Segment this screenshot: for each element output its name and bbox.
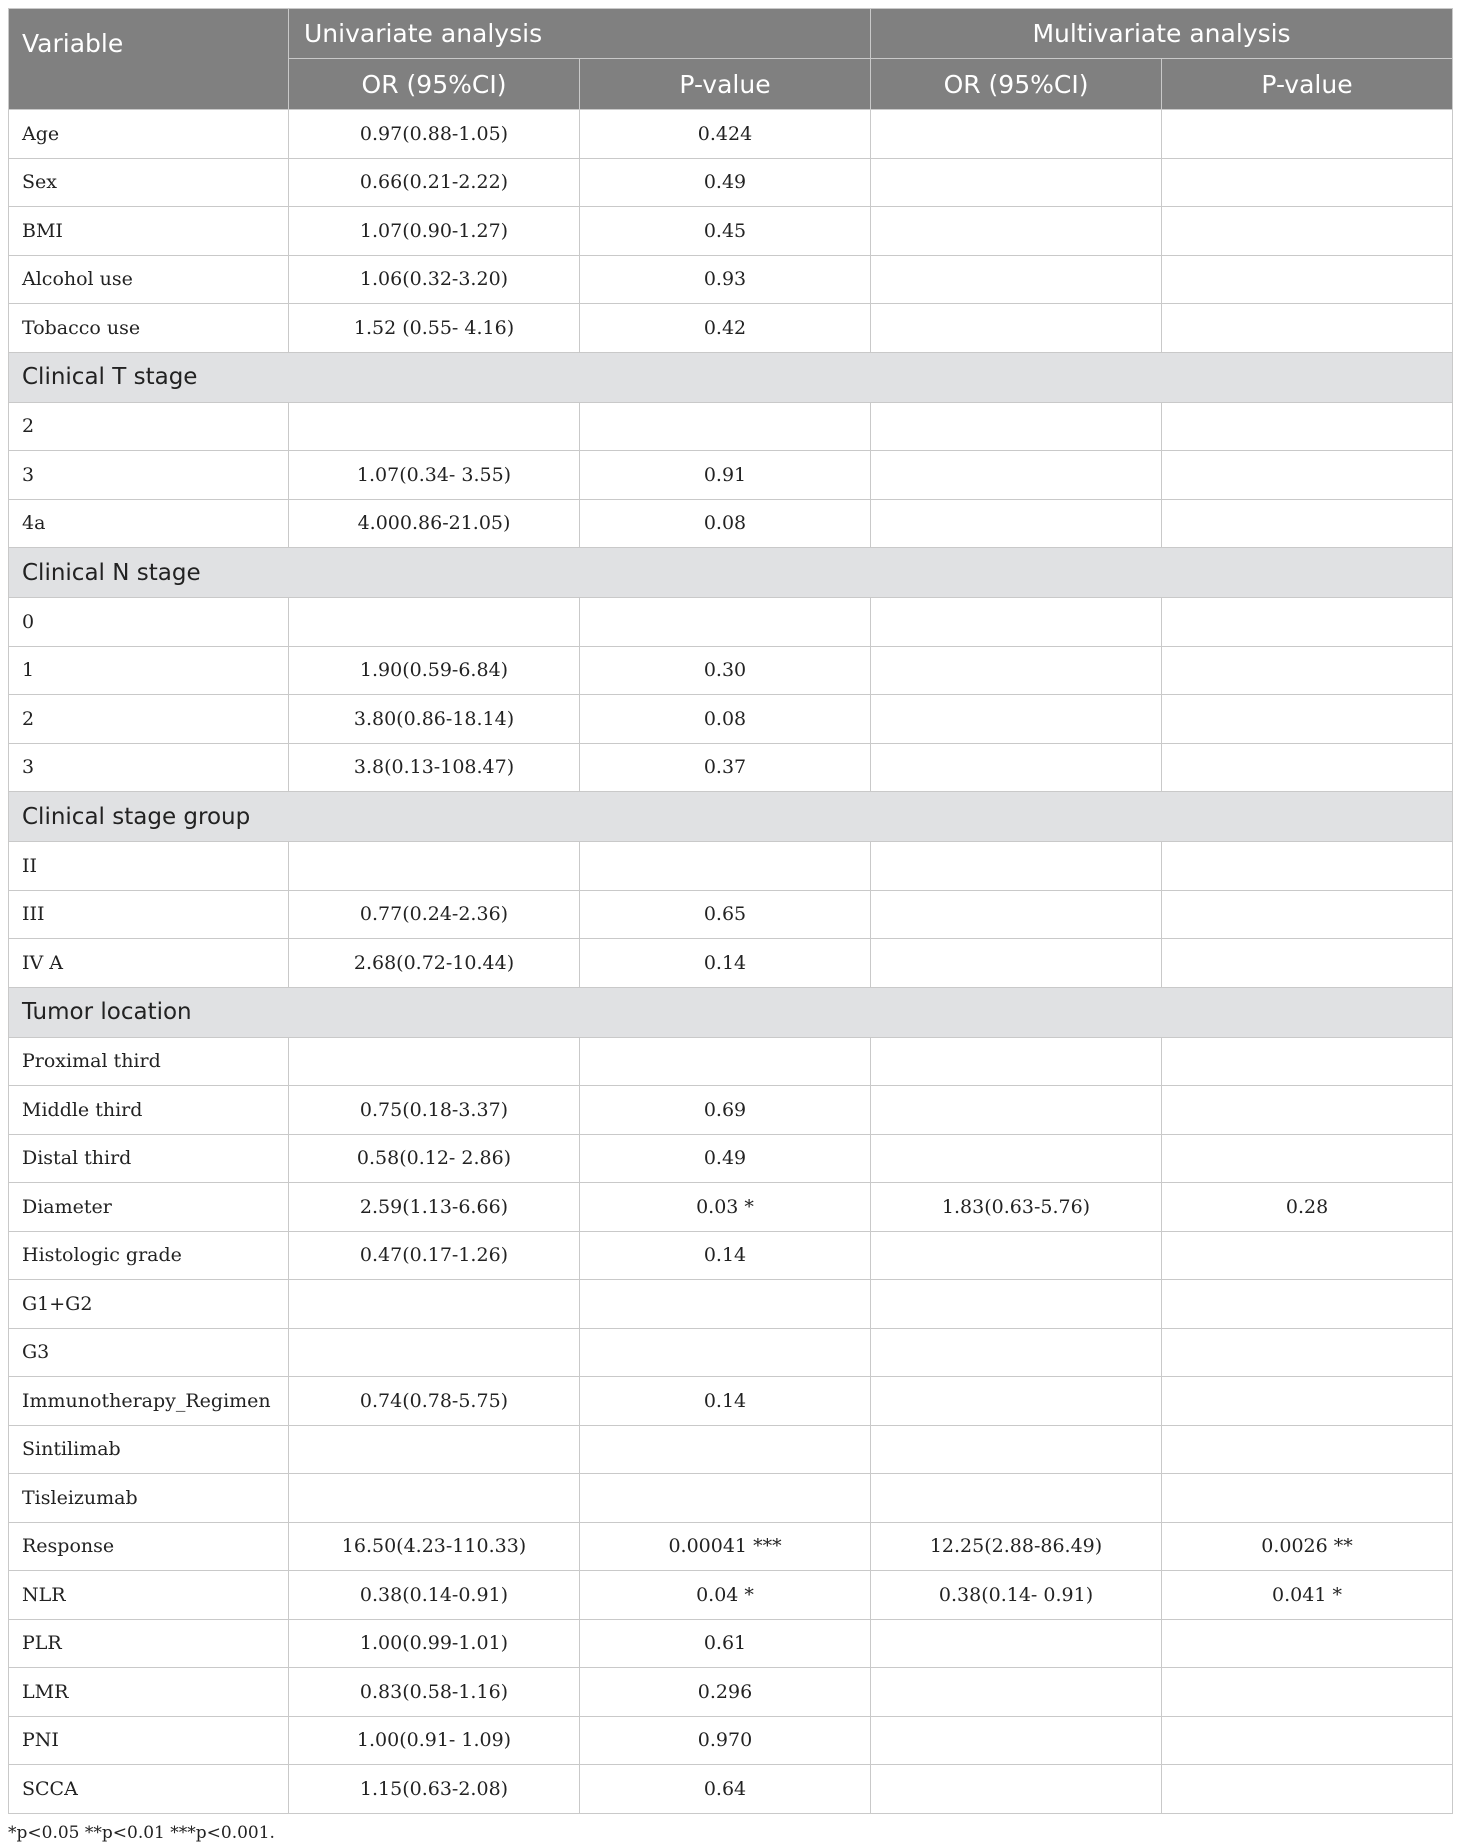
multivariate-p-cell bbox=[1162, 598, 1453, 647]
univariate-or-cell: 0.83(0.58-1.16) bbox=[289, 1668, 580, 1717]
univariate-or-cell: 0.58(0.12- 2.86) bbox=[289, 1134, 580, 1183]
header-univariate-or: OR (95%CI) bbox=[289, 59, 580, 110]
univariate-p-cell bbox=[580, 1280, 871, 1329]
header-univariate-p: P-value bbox=[580, 59, 871, 110]
variable-cell: 3 bbox=[9, 743, 289, 792]
univariate-or-cell: 1.00(0.91- 1.09) bbox=[289, 1716, 580, 1765]
univariate-or-cell: 0.75(0.18-3.37) bbox=[289, 1086, 580, 1135]
table-row bbox=[9, 1716, 1453, 1765]
univariate-p-cell: 0.69 bbox=[580, 1086, 871, 1135]
table-row bbox=[9, 1231, 1453, 1280]
univariate-or-cell bbox=[289, 402, 580, 451]
multivariate-p-cell bbox=[1162, 842, 1453, 891]
variable-cell: 2 bbox=[9, 402, 289, 451]
univariate-or-cell bbox=[289, 598, 580, 647]
univariate-or-cell: 2.59(1.13-6.66) bbox=[289, 1183, 580, 1232]
variable-cell: NLR bbox=[9, 1571, 289, 1620]
table-row bbox=[9, 1183, 1453, 1232]
multivariate-p-cell bbox=[1162, 939, 1453, 988]
header-univariate: Univariate analysis bbox=[289, 9, 871, 59]
multivariate-or-cell bbox=[871, 743, 1162, 792]
table-row bbox=[9, 842, 1453, 891]
multivariate-p-cell bbox=[1162, 402, 1453, 451]
univariate-p-cell: 0.45 bbox=[580, 207, 871, 256]
univariate-p-cell: 0.91 bbox=[580, 451, 871, 500]
header-multivariate-or: OR (95%CI) bbox=[871, 59, 1162, 110]
univariate-or-cell bbox=[289, 1037, 580, 1086]
section-header-row bbox=[9, 792, 1453, 842]
multivariate-p-cell bbox=[1162, 255, 1453, 304]
section-title: Clinical T stage bbox=[9, 352, 1453, 402]
multivariate-p-cell bbox=[1162, 1474, 1453, 1523]
univariate-p-cell: 0.00041 *** bbox=[580, 1522, 871, 1571]
univariate-or-cell: 1.07(0.34- 3.55) bbox=[289, 451, 580, 500]
univariate-p-cell: 0.49 bbox=[580, 1134, 871, 1183]
univariate-or-cell: 0.74(0.78-5.75) bbox=[289, 1377, 580, 1426]
univariate-or-cell bbox=[289, 1425, 580, 1474]
variable-cell: 2 bbox=[9, 695, 289, 744]
header-multivariate: Multivariate analysis bbox=[871, 9, 1453, 59]
table-row bbox=[9, 1765, 1453, 1814]
univariate-or-cell: 1.07(0.90-1.27) bbox=[289, 207, 580, 256]
univariate-or-cell: 0.66(0.21-2.22) bbox=[289, 158, 580, 207]
univariate-p-cell: 0.08 bbox=[580, 695, 871, 744]
multivariate-p-cell: 0.041 * bbox=[1162, 1571, 1453, 1620]
multivariate-p-cell bbox=[1162, 499, 1453, 548]
univariate-p-cell bbox=[580, 1037, 871, 1086]
multivariate-p-cell: 0.0026 ** bbox=[1162, 1522, 1453, 1571]
univariate-or-cell: 1.06(0.32-3.20) bbox=[289, 255, 580, 304]
variable-cell: Sintilimab bbox=[9, 1425, 289, 1474]
univariate-or-cell: 0.38(0.14-0.91) bbox=[289, 1571, 580, 1620]
multivariate-or-cell bbox=[871, 695, 1162, 744]
variable-cell: Age bbox=[9, 110, 289, 159]
variable-cell: 3 bbox=[9, 451, 289, 500]
variable-cell: PLR bbox=[9, 1619, 289, 1668]
section-header-row bbox=[9, 548, 1453, 598]
multivariate-p-cell: 0.28 bbox=[1162, 1183, 1453, 1232]
variable-cell: Tisleizumab bbox=[9, 1474, 289, 1523]
variable-cell: IV A bbox=[9, 939, 289, 988]
univariate-or-cell: 3.80(0.86-18.14) bbox=[289, 695, 580, 744]
multivariate-p-cell bbox=[1162, 695, 1453, 744]
variable-cell: II bbox=[9, 842, 289, 891]
multivariate-or-cell bbox=[871, 110, 1162, 159]
multivariate-or-cell bbox=[871, 1716, 1162, 1765]
multivariate-p-cell bbox=[1162, 1377, 1453, 1426]
univariate-p-cell: 0.424 bbox=[580, 110, 871, 159]
table-row bbox=[9, 158, 1453, 207]
multivariate-or-cell bbox=[871, 207, 1162, 256]
multivariate-p-cell bbox=[1162, 1037, 1453, 1086]
multivariate-p-cell bbox=[1162, 743, 1453, 792]
univariate-or-cell bbox=[289, 842, 580, 891]
univariate-or-cell: 1.15(0.63-2.08) bbox=[289, 1765, 580, 1814]
section-header-row bbox=[9, 352, 1453, 402]
header-multivariate-p: P-value bbox=[1162, 59, 1453, 110]
variable-cell: III bbox=[9, 890, 289, 939]
multivariate-or-cell bbox=[871, 1377, 1162, 1426]
table-row bbox=[9, 304, 1453, 353]
multivariate-p-cell bbox=[1162, 1086, 1453, 1135]
multivariate-p-cell bbox=[1162, 646, 1453, 695]
table-row bbox=[9, 1668, 1453, 1717]
multivariate-or-cell bbox=[871, 1619, 1162, 1668]
univariate-p-cell: 0.42 bbox=[580, 304, 871, 353]
multivariate-or-cell bbox=[871, 499, 1162, 548]
multivariate-or-cell: 12.25(2.88-86.49) bbox=[871, 1522, 1162, 1571]
multivariate-p-cell bbox=[1162, 890, 1453, 939]
multivariate-p-cell bbox=[1162, 207, 1453, 256]
table-row bbox=[9, 1522, 1453, 1571]
univariate-p-cell: 0.08 bbox=[580, 499, 871, 548]
multivariate-or-cell bbox=[871, 1037, 1162, 1086]
univariate-p-cell: 0.49 bbox=[580, 158, 871, 207]
univariate-or-cell: 1.00(0.99-1.01) bbox=[289, 1619, 580, 1668]
section-title: Clinical stage group bbox=[9, 792, 1453, 842]
variable-cell: BMI bbox=[9, 207, 289, 256]
table-row bbox=[9, 890, 1453, 939]
table-row bbox=[9, 1328, 1453, 1377]
variable-cell: Tobacco use bbox=[9, 304, 289, 353]
variable-cell: G3 bbox=[9, 1328, 289, 1377]
variable-cell: Alcohol use bbox=[9, 255, 289, 304]
multivariate-or-cell bbox=[871, 890, 1162, 939]
table-row bbox=[9, 646, 1453, 695]
table-row bbox=[9, 1134, 1453, 1183]
variable-cell: Sex bbox=[9, 158, 289, 207]
variable-cell: Immunotherapy_Regimen bbox=[9, 1377, 289, 1426]
variable-cell: LMR bbox=[9, 1668, 289, 1717]
table-row bbox=[9, 743, 1453, 792]
regression-table-container bbox=[8, 8, 1452, 1814]
univariate-p-cell: 0.296 bbox=[580, 1668, 871, 1717]
table-header bbox=[9, 9, 1453, 110]
univariate-or-cell: 0.77(0.24-2.36) bbox=[289, 890, 580, 939]
multivariate-p-cell bbox=[1162, 1231, 1453, 1280]
multivariate-or-cell bbox=[871, 1280, 1162, 1329]
table-row bbox=[9, 1086, 1453, 1135]
multivariate-p-cell bbox=[1162, 1668, 1453, 1717]
table-row bbox=[9, 402, 1453, 451]
variable-cell: G1+G2 bbox=[9, 1280, 289, 1329]
multivariate-p-cell bbox=[1162, 158, 1453, 207]
table-row bbox=[9, 598, 1453, 647]
variable-cell: Distal third bbox=[9, 1134, 289, 1183]
multivariate-or-cell bbox=[871, 1134, 1162, 1183]
multivariate-or-cell bbox=[871, 1668, 1162, 1717]
table-row bbox=[9, 1571, 1453, 1620]
table-row bbox=[9, 1280, 1453, 1329]
multivariate-or-cell bbox=[871, 1328, 1162, 1377]
multivariate-or-cell bbox=[871, 842, 1162, 891]
multivariate-p-cell bbox=[1162, 1328, 1453, 1377]
univariate-or-cell bbox=[289, 1474, 580, 1523]
univariate-p-cell: 0.03 * bbox=[580, 1183, 871, 1232]
multivariate-p-cell bbox=[1162, 1619, 1453, 1668]
variable-cell: PNI bbox=[9, 1716, 289, 1765]
multivariate-or-cell bbox=[871, 451, 1162, 500]
table-row bbox=[9, 1037, 1453, 1086]
multivariate-p-cell bbox=[1162, 451, 1453, 500]
univariate-p-cell: 0.61 bbox=[580, 1619, 871, 1668]
univariate-or-cell: 16.50(4.23-110.33) bbox=[289, 1522, 580, 1571]
table-row bbox=[9, 1425, 1453, 1474]
multivariate-or-cell: 1.83(0.63-5.76) bbox=[871, 1183, 1162, 1232]
univariate-or-cell: 0.47(0.17-1.26) bbox=[289, 1231, 580, 1280]
variable-cell: 0 bbox=[9, 598, 289, 647]
univariate-p-cell bbox=[580, 598, 871, 647]
multivariate-or-cell: 0.38(0.14- 0.91) bbox=[871, 1571, 1162, 1620]
table-body bbox=[9, 110, 1453, 1814]
univariate-p-cell: 0.64 bbox=[580, 1765, 871, 1814]
variable-cell: Middle third bbox=[9, 1086, 289, 1135]
univariate-or-cell: 0.97(0.88-1.05) bbox=[289, 110, 580, 159]
table-row bbox=[9, 499, 1453, 548]
section-title: Tumor location bbox=[9, 987, 1453, 1037]
table-row bbox=[9, 939, 1453, 988]
table-row bbox=[9, 207, 1453, 256]
univariate-p-cell: 0.37 bbox=[580, 743, 871, 792]
univariate-p-cell bbox=[580, 1474, 871, 1523]
table-row bbox=[9, 1619, 1453, 1668]
table-row bbox=[9, 1377, 1453, 1426]
multivariate-or-cell bbox=[871, 1425, 1162, 1474]
univariate-p-cell bbox=[580, 402, 871, 451]
univariate-or-cell: 3.8(0.13-108.47) bbox=[289, 743, 580, 792]
variable-cell: Histologic grade bbox=[9, 1231, 289, 1280]
univariate-or-cell: 2.68(0.72-10.44) bbox=[289, 939, 580, 988]
univariate-p-cell: 0.93 bbox=[580, 255, 871, 304]
table-row bbox=[9, 255, 1453, 304]
variable-cell: 4a bbox=[9, 499, 289, 548]
multivariate-p-cell bbox=[1162, 1280, 1453, 1329]
header-row-groups bbox=[9, 9, 1453, 59]
section-title: Clinical N stage bbox=[9, 548, 1453, 598]
univariate-p-cell bbox=[580, 842, 871, 891]
univariate-or-cell bbox=[289, 1328, 580, 1377]
section-header-row bbox=[9, 987, 1453, 1037]
univariate-p-cell: 0.65 bbox=[580, 890, 871, 939]
table-row bbox=[9, 110, 1453, 159]
multivariate-or-cell bbox=[871, 158, 1162, 207]
table-row bbox=[9, 1474, 1453, 1523]
univariate-or-cell bbox=[289, 1280, 580, 1329]
multivariate-or-cell bbox=[871, 939, 1162, 988]
variable-cell: Proximal third bbox=[9, 1037, 289, 1086]
multivariate-p-cell bbox=[1162, 110, 1453, 159]
multivariate-or-cell bbox=[871, 646, 1162, 695]
multivariate-or-cell bbox=[871, 1231, 1162, 1280]
multivariate-p-cell bbox=[1162, 1425, 1453, 1474]
header-variable: Variable bbox=[9, 9, 289, 110]
multivariate-or-cell bbox=[871, 304, 1162, 353]
variable-cell: 1 bbox=[9, 646, 289, 695]
table-row bbox=[9, 695, 1453, 744]
multivariate-p-cell bbox=[1162, 1134, 1453, 1183]
univariate-p-cell: 0.970 bbox=[580, 1716, 871, 1765]
multivariate-or-cell bbox=[871, 402, 1162, 451]
univariate-p-cell bbox=[580, 1328, 871, 1377]
univariate-p-cell: 0.04 * bbox=[580, 1571, 871, 1620]
univariate-or-cell: 1.52 (0.55- 4.16) bbox=[289, 304, 580, 353]
regression-table bbox=[8, 8, 1453, 1814]
univariate-or-cell: 4.000.86-21.05) bbox=[289, 499, 580, 548]
univariate-p-cell: 0.14 bbox=[580, 939, 871, 988]
multivariate-or-cell bbox=[871, 1474, 1162, 1523]
variable-cell: Diameter bbox=[9, 1183, 289, 1232]
table-row bbox=[9, 451, 1453, 500]
univariate-or-cell: 1.90(0.59-6.84) bbox=[289, 646, 580, 695]
multivariate-or-cell bbox=[871, 1765, 1162, 1814]
univariate-p-cell bbox=[580, 1425, 871, 1474]
multivariate-p-cell bbox=[1162, 1765, 1453, 1814]
multivariate-or-cell bbox=[871, 598, 1162, 647]
multivariate-p-cell bbox=[1162, 1716, 1453, 1765]
table-footnote: *p<0.05 **p<0.01 ***p<0.001. bbox=[8, 1823, 275, 1843]
variable-cell: SCCA bbox=[9, 1765, 289, 1814]
multivariate-or-cell bbox=[871, 255, 1162, 304]
univariate-p-cell: 0.30 bbox=[580, 646, 871, 695]
multivariate-p-cell bbox=[1162, 304, 1453, 353]
multivariate-or-cell bbox=[871, 1086, 1162, 1135]
univariate-p-cell: 0.14 bbox=[580, 1231, 871, 1280]
variable-cell: Response bbox=[9, 1522, 289, 1571]
univariate-p-cell: 0.14 bbox=[580, 1377, 871, 1426]
